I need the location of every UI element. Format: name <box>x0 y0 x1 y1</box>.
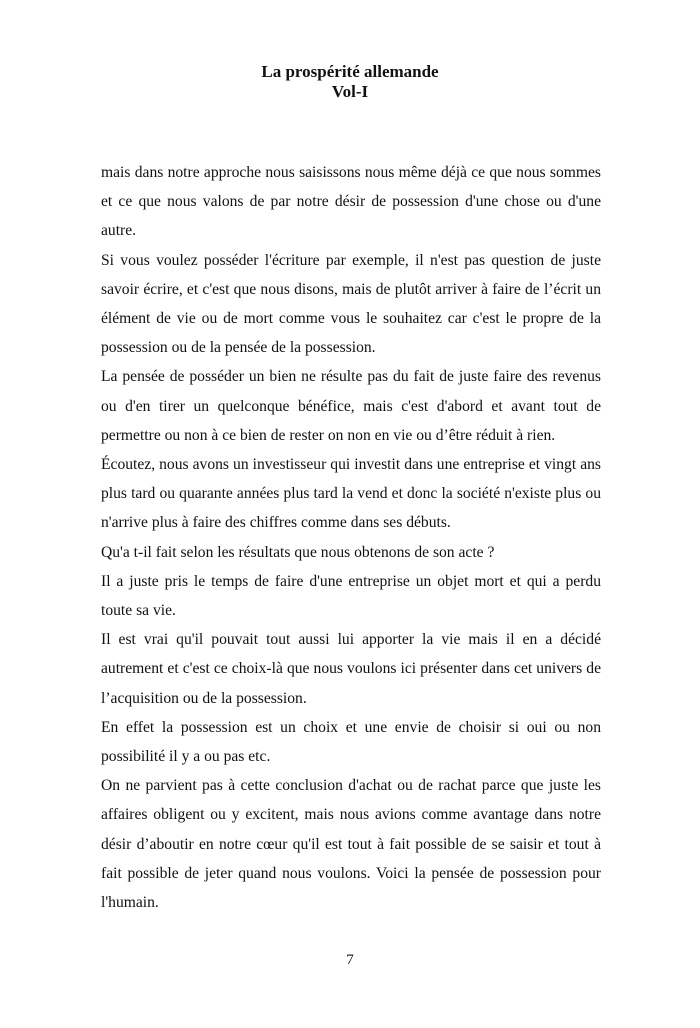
volume-label: Vol-I <box>331 82 369 101</box>
page-header <box>0 62 700 102</box>
paragraph: Il a juste pris le temps de faire d'une entreprise un objet mort et qui a perdu toute sa vie. <box>101 572 601 620</box>
paragraph: Il est vrai qu'il pouvait tout aussi lui apporter la vie mais il en a décidé autrement et c'est ce choix-là que nous voulons ici présenter dans cet univers de l’acquisition ou de la possession. <box>101 631 601 707</box>
paragraph: mais dans notre approche nous saisissons nous même déjà ce que nous sommes et ce que nous valons de par notre désir de possession d'une chose ou d'une autre. <box>101 164 601 240</box>
paragraph: La pensée de posséder un bien ne résulte pas du fait de juste faire des revenus ou d'en tirer un quelconque bénéfice, mais c'est d'abord et avant tout de permettre ou non à ce bien de rester on non en vie ou d’être réduit à rien. <box>101 368 601 444</box>
book-title: La prospérité allemande <box>261 62 439 81</box>
body-text <box>101 158 601 917</box>
paragraph: Si vous voulez posséder l'écriture par exemple, il n'est pas question de juste savoir écrire, et c'est que nous disons, mais de plutôt arriver à faire de l’écrit un élément de vie ou de mort comme vous le souhaitez car c'est le propre de la possession ou de la pensée de la possession. <box>101 251 601 357</box>
paragraph: En effet la possession est un choix et une envie de choisir si oui ou non possibilité il y a ou pas etc. <box>101 718 601 766</box>
page-number: 7 <box>346 952 354 968</box>
paragraph: On ne parvient pas à cette conclusion d'achat ou de rachat parce que juste les affaires obligent ou y excitent, mais nous avions comme avantage dans notre désir d’aboutir en notre cœur qu'il est tout à fait possible de se saisir et tout à fait possible de jeter quand nous voulons. Voici la pensée de possession pour l'humain. <box>101 777 601 912</box>
paragraph: Écoutez, nous avons un investisseur qui investit dans une entreprise et vingt ans plus tard ou quarante années plus tard la vend et donc la société n'existe plus ou n'arrive plus à faire des chiffres comme dans ses débuts. <box>101 456 601 532</box>
paragraph: Qu'a t-il fait selon les résultats que nous obtenons de son acte ? <box>101 543 495 561</box>
